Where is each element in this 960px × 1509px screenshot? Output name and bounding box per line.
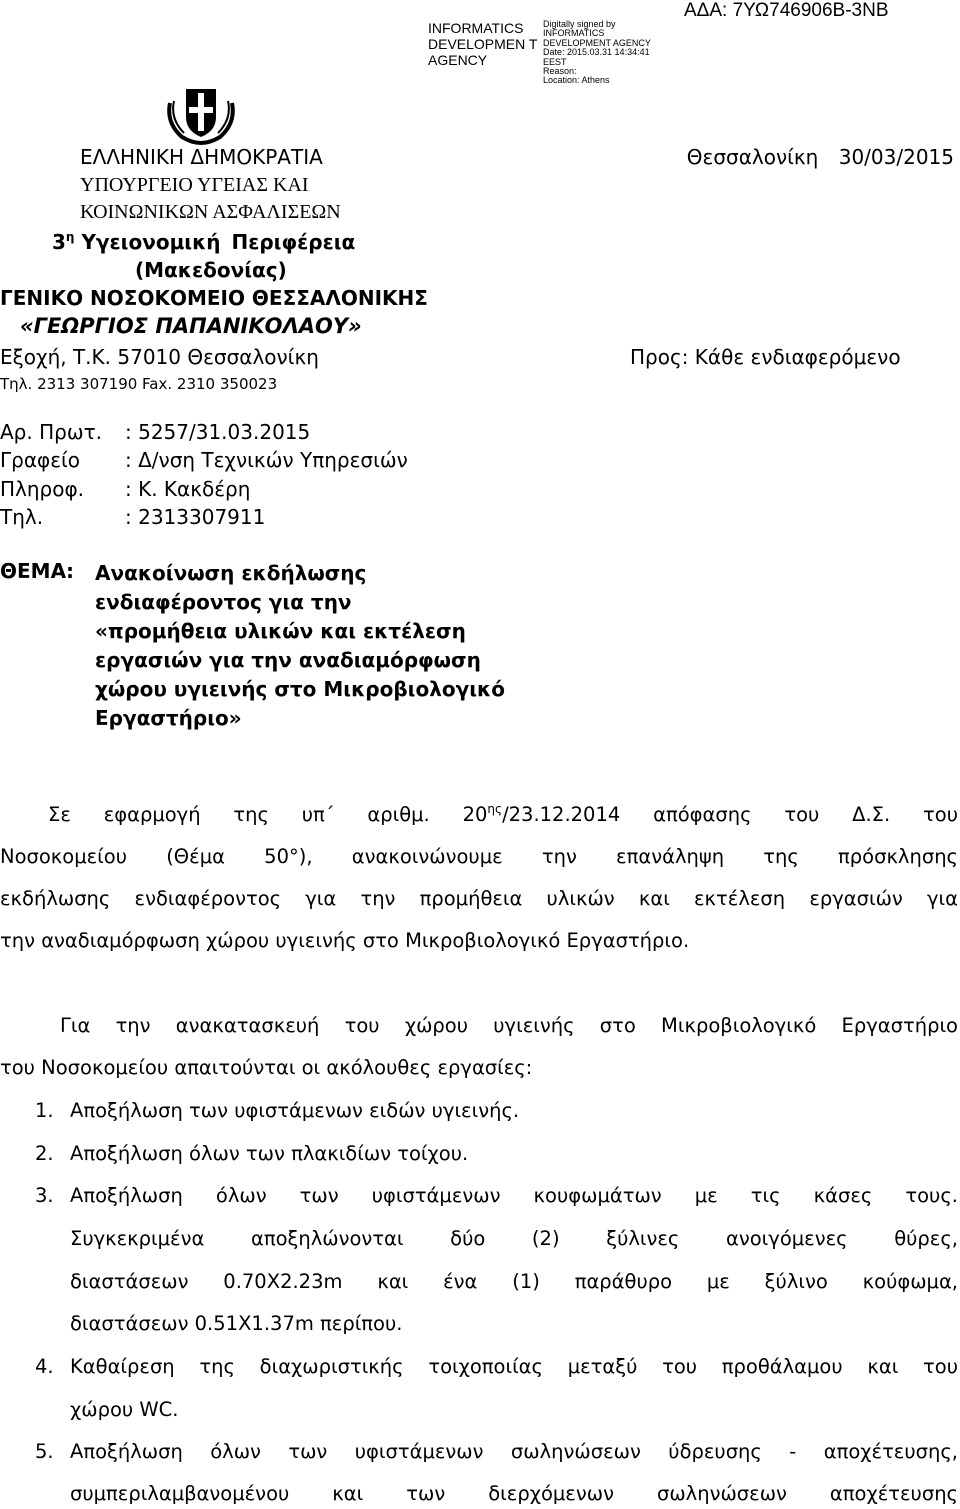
signature-line: Reason: bbox=[543, 66, 577, 77]
subject-line: Ανακοίνωση εκδήλωσης bbox=[95, 561, 367, 585]
paragraph-1-line: Νοσοκομείου (Θέμα 50°), ανακοινώνουμε την επανάληψη της πρόσκλησης bbox=[0, 845, 958, 868]
signature-details bbox=[543, 20, 668, 86]
republic-title: ΕΛΛΗΝΙΚΗ ΔΗΜΟΚΡΑΤΙΑ bbox=[80, 145, 323, 169]
ada-code: ΑΔΑ: 7ΥΩ746906Β-3ΝΒ bbox=[684, 0, 889, 21]
subject-label: ΘΕΜΑ: bbox=[0, 559, 75, 583]
list-item: διαστάσεων 0.70Χ2.23m και ένα (1) παράθυρο με ξύλινο κούφωμα, bbox=[70, 1270, 958, 1293]
signature-line: INFORMATICS bbox=[543, 28, 605, 39]
list-item: Αποξήλωση όλων των υφιστάμενων κουφωμάτων με τις κάσες τους. bbox=[70, 1184, 958, 1207]
protocol-number-row bbox=[0, 420, 310, 444]
list-item-number: 4. bbox=[35, 1355, 54, 1378]
subject-line: Εργαστήριο» bbox=[95, 706, 242, 730]
health-region: $3^\eta$ Υγειονομική Περιφέρεια bbox=[52, 230, 356, 254]
paragraph-1-line: Σε εφαρμογή της υπ΄ αριθμ. $20^{\eta\varsigma}/23.12.2014$ απόφασης του Δ.Σ. του bbox=[48, 802, 958, 826]
signature-organization: INFORMATICS DEVELOPMEN T AGENCY bbox=[428, 20, 538, 68]
ministry-line-1: ΥΠΟΥΡΓΕΙΟ ΥΓΕΙΑΣ ΚΑΙ bbox=[80, 174, 309, 196]
subject-line: χώρου υγιεινής στο Μικροβιολογικό bbox=[95, 677, 505, 701]
ref-label: Αρ. Πρωτ. bbox=[0, 420, 102, 444]
document-date: Θεσσαλονίκη 30/03/2015 bbox=[686, 145, 954, 169]
list-item-number: 2. bbox=[35, 1142, 54, 1165]
signature-line: Digitally signed by bbox=[543, 19, 616, 29]
hospital-name: «ΓΕΩΡΓΙΟΣ ΠΑΠΑΝΙΚΟΛΑΟΥ» bbox=[20, 314, 362, 338]
list-item: Καθαίρεση της διαχωριστικής τοιχοποιίας μεταξύ του προθάλαμου και του bbox=[70, 1355, 958, 1378]
office-row bbox=[0, 448, 408, 472]
hospital-address: Εξοχή, Τ.Κ. 57010 Θεσσαλονίκη bbox=[0, 345, 319, 369]
ref-label: Γραφείο bbox=[0, 448, 81, 472]
ref-label: Τηλ. bbox=[0, 505, 44, 529]
ref-value: : Κ. Κακδέρη bbox=[125, 477, 251, 501]
recipient: Προς: Κάθε ενδιαφερόμενο bbox=[630, 345, 901, 369]
phone-row bbox=[0, 505, 265, 529]
subject-line: ενδιαφέροντος για την bbox=[95, 590, 352, 614]
list-item-number: 1. bbox=[35, 1099, 54, 1122]
ministry-line-2: ΚΟΙΝΩΝΙΚΩΝ ΑΣΦΑΛΙΣΕΩΝ bbox=[80, 201, 341, 223]
subject-line: «προμήθεια υλικών και εκτέλεση bbox=[95, 619, 466, 643]
paragraph-2-line: του Νοσοκομείου απαιτούνται οι ακόλουθες εργασίες: bbox=[0, 1056, 533, 1079]
paragraph-1-line: εκδήλωσης ενδιαφέροντος για την προμήθεια υλικών και εκτέλεση εργασιών για bbox=[0, 887, 958, 910]
list-item-number: 3. bbox=[35, 1184, 54, 1207]
list-item: Συγκεκριμένα αποξηλώνονται δύο (2) ξύλινες ανοιγόμενες θύρες, bbox=[70, 1227, 958, 1250]
paragraph-1-line: την αναδιαμόρφωση χώρου υγιεινής στο Μικροβιολογικό Εργαστήριο. bbox=[0, 929, 690, 952]
signature-line: Date: 2015.03.31 14:34:41 bbox=[543, 47, 650, 58]
list-item: Αποξήλωση όλων των πλακιδίων τοίχου. bbox=[70, 1142, 469, 1165]
list-item: Αποξήλωση όλων των υφιστάμενων σωληνώσεων ύδρευσης - αποχέτευσης, bbox=[70, 1440, 958, 1463]
list-item: συμπεριλαμβανομένου και των διερχόμενων σωληνώσεων αποχέτευσης bbox=[70, 1482, 958, 1505]
ref-value: : Δ/νση Τεχνικών Υπηρεσιών bbox=[125, 448, 408, 472]
list-item: Αποξήλωση των υφιστάμενων ειδών υγιεινής. bbox=[70, 1099, 520, 1122]
ref-label: Πληροφ. bbox=[0, 477, 85, 501]
coat-of-arms-icon bbox=[160, 83, 242, 145]
subject-line: εργασιών για την αναδιαμόρφωση bbox=[95, 648, 481, 672]
signature-line: Location: Athens bbox=[543, 75, 610, 86]
hospital-title: ΓΕΝΙΚΟ ΝΟΣΟΚΟΜΕΙΟ ΘΕΣΣΑΛΟΝΙΚΗΣ bbox=[0, 286, 428, 310]
ref-value: : 2313307911 bbox=[125, 505, 266, 529]
health-region-name: (Μακεδονίας) bbox=[135, 258, 287, 282]
signature-line: EEST bbox=[543, 56, 567, 67]
info-contact-row bbox=[0, 477, 250, 501]
list-item: χώρου WC. bbox=[70, 1398, 179, 1421]
list-item: διαστάσεων 0.51Χ1.37m περίπου. bbox=[70, 1312, 403, 1335]
ref-value: : 5257/31.03.2015 bbox=[125, 420, 311, 444]
paragraph-2-line: Για την ανακατασκευή του χώρου υγιεινής στο Μικροβιολογικό Εργαστήριο bbox=[60, 1014, 958, 1037]
hospital-phones: Τηλ. 2313 307190 Fax. 2310 350023 bbox=[0, 375, 278, 393]
list-item-number: 5. bbox=[35, 1440, 54, 1463]
signature-line: DEVELOPMENT AGENCY bbox=[543, 37, 651, 48]
